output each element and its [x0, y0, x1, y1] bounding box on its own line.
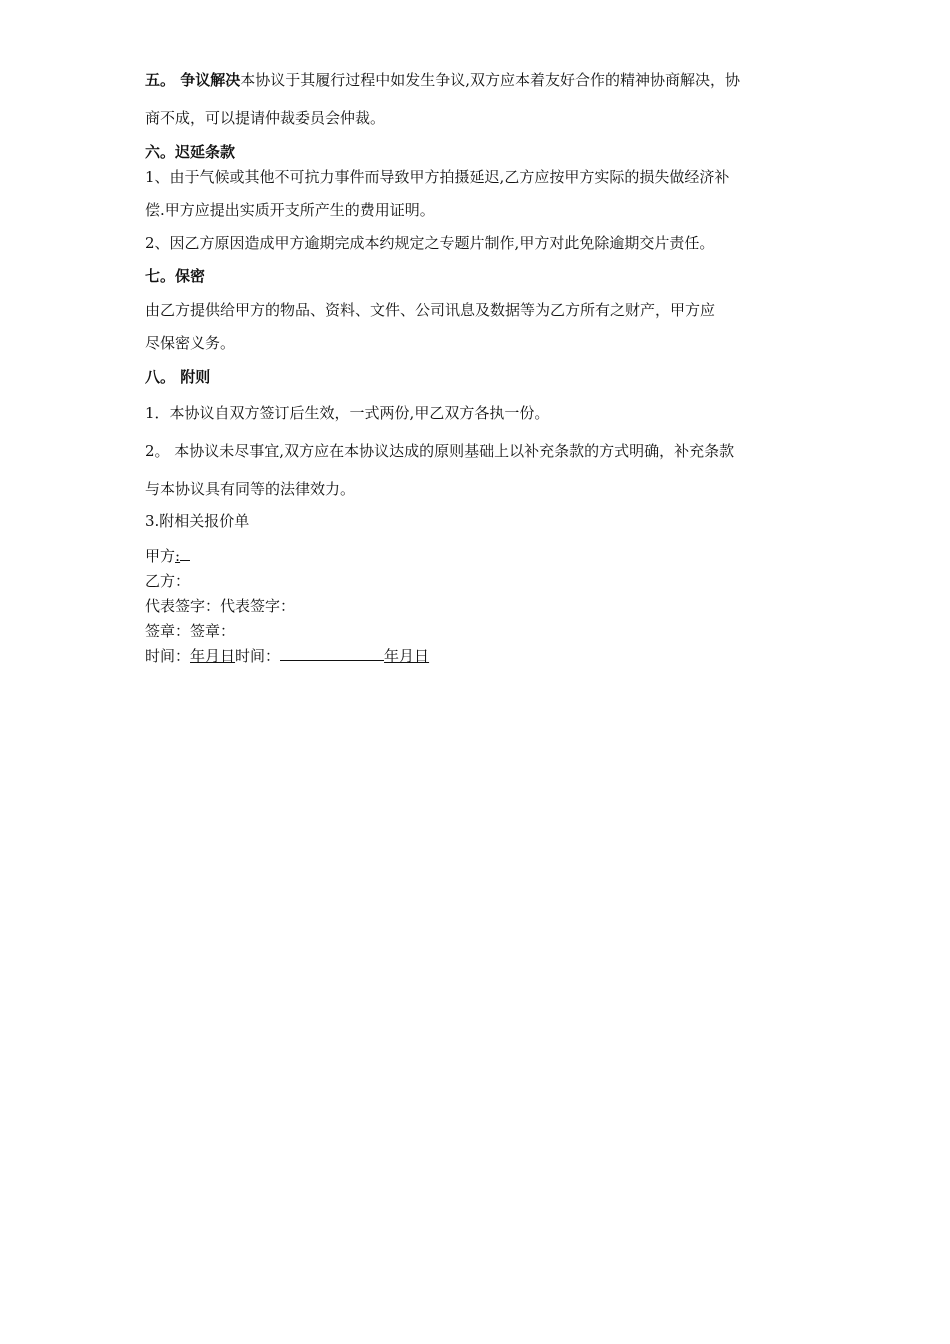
date-b: 年月日 — [384, 647, 430, 665]
signature-seal: 签章：签章： — [145, 622, 236, 640]
section-eight-item2-line1: 2。 本协议未尽事宜,双方应在本协议达成的原则基础上以补充条款的方式明确，补充条款 — [145, 442, 735, 460]
signature-party-a — [145, 546, 190, 566]
section-seven-heading: 七。保密 — [145, 267, 206, 285]
section-five-line1 — [145, 70, 740, 90]
section-eight-heading: 八。 附则 — [145, 368, 211, 386]
date-b-blank — [280, 646, 384, 661]
section-five-heading: 五。 争议解决 — [145, 71, 241, 89]
section-five-line2: 商不成，可以提请仲裁委员会仲裁。 — [145, 109, 386, 127]
party-a-colon: : — [175, 547, 181, 565]
party-a-blank — [180, 546, 190, 561]
section-seven-line2: 尽保密义务。 — [145, 334, 236, 352]
party-a-label: 甲方 — [145, 547, 176, 565]
signature-party-b: 乙方： — [145, 572, 191, 590]
section-eight-item2-line2: 与本协议具有同等的法律效力。 — [145, 480, 356, 498]
section-eight-item3: 3.附相关报价单 — [145, 512, 250, 530]
signature-time — [145, 646, 429, 666]
date-a: 年月日 — [190, 647, 236, 665]
section-six-item1-line2: 偿.甲方应提出实质开支所产生的费用证明。 — [145, 201, 435, 219]
signature-rep: 代表签字：代表签字： — [145, 597, 296, 615]
section-six-heading: 六。迟延条款 — [145, 143, 236, 161]
section-five-text: 本协议于其履行过程中如发生争议,双方应本着友好合作的精神协商解决，协 — [240, 71, 741, 89]
time-label-b: 时间： — [235, 647, 281, 665]
time-label-a: 时间： — [145, 647, 191, 665]
section-eight-item1: 1．本协议自双方签订后生效，一式两份,甲乙双方各执一份。 — [145, 404, 550, 422]
section-six-item1-line1: 1、由于气候或其他不可抗力事件而导致甲方拍摄延迟,乙方应按甲方实际的损失做经济补 — [145, 168, 730, 186]
section-six-item2: 2、因乙方原因造成甲方逾期完成本约规定之专题片制作,甲方对此免除逾期交片责任。 — [145, 234, 715, 252]
section-seven-line1: 由乙方提供给甲方的物品、资料、文件、公司讯息及数据等为乙方所有之财产，甲方应 — [145, 301, 716, 319]
